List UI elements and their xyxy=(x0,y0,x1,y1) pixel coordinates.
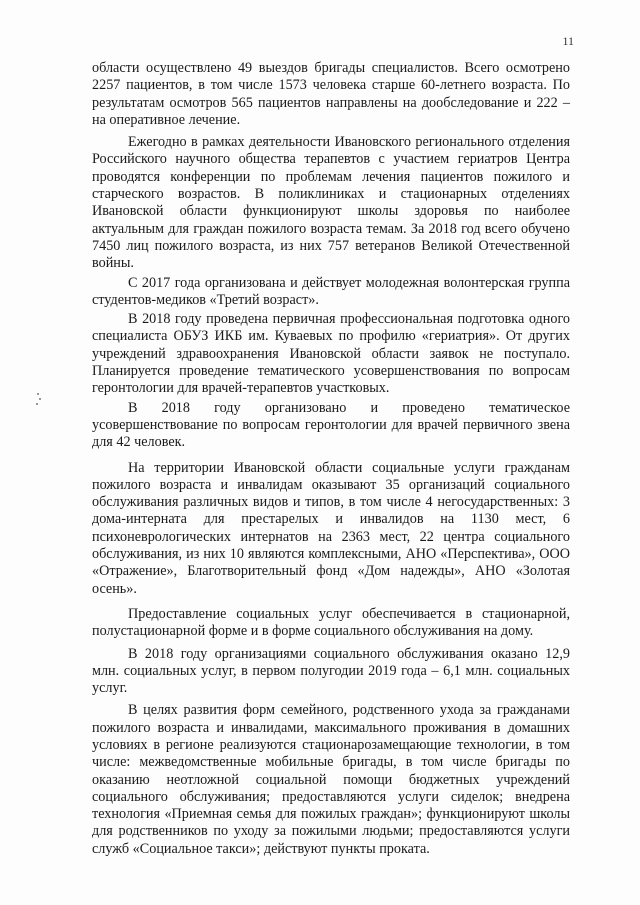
paragraph-service-forms: Предоставление социальных услуг обеспечивается в стационарной, полустационарной форме и в форме социального обслуживания на дому. xyxy=(92,605,570,640)
paragraph-family-care: В целях развития форм семейного, родственного ухода за гражданами пожилого возраста и инвалидами, максимального проживания в домашних условиях в регионе реализуются стационарозамещающие технологии, в том числе: межведомственные мобильные бригады, в том числе бригады по оказанию неотложной социальной помощи бюджетных учреждений социального обслуживания; предоставляются услуги сиделок; внедрена технология «Приемная семья для пожилых граждан»; функционируют школы для родственников по уходу за пожилыми людьми; предоставляются услуги служб «Социальное такси»; действуют пункты проката. xyxy=(92,702,570,857)
margin-scan-mark xyxy=(36,393,42,407)
paragraph-gerontology: В 2018 году организовано и проведено тематическое усовершенствование по вопросам геронтологии для врачей первичного звена для 42 человек. xyxy=(92,399,570,451)
paragraph-service-volume: В 2018 году организациями социального обслуживания оказано 12,9 млн. социальных услуг, в первом полугодии 2019 года – 6,1 млн. социальных услуг. xyxy=(92,645,570,697)
paragraph-conferences: Ежегодно в рамках деятельности Ивановского регионального отделения Российского научного общества терапевтов с участием гериатров Центра проводятся конференции по проблемам лечения пациентов пожилого и старческого возрастов. В поликлиниках и стационарных отделениях Ивановской области функционируют школы здоровья по наиболее актуальным для граждан пожилого возраста темам. За 2018 год всего обучено 7450 лиц пожилого возраста, из них 757 ветеранов Великой Отечественной войны. xyxy=(92,134,570,272)
paragraph-volunteers: С 2017 года организована и действует молодежная волонтерская группа студентов-медиков «Третий возраст». xyxy=(92,274,570,308)
document-body xyxy=(92,60,570,858)
paragraph-training: В 2018 году проведена первичная профессиональная подготовка одного специалиста ОБУЗ ИКБ им. Куваевых по профилю «гериатрия». От других учреждений здравоохранения Ивановской области заявок не поступало. Планируется проведение тематического усовершенствования по вопросам геронтологии для врачей-терапевтов участковых. xyxy=(92,311,570,397)
page-number: 11 xyxy=(562,34,574,48)
paragraph-social-services: На территории Ивановской области социальные услуги гражданам пожилого возраста и инвалидам оказывают 35 организаций социального обслуживания различных видов и типов, в том числе 4 негосударственных: 3 дома-интерната для престарелых и инвалидов на 1130 мест, 6 психоневрологических интернатов на 2363 мест, 22 центра социального обслуживания, из них 10 являются комплексными, АНО «Перспектива», ООО «Отражение», Благотворительный фонд «Дом надежды», АНО «Золотая осень». xyxy=(92,459,570,597)
paragraph-continuation: области осуществлено 49 выездов бригады специалистов. Всего осмотрено 2257 пациентов, в том числе 1573 человека старше 60-летнего возраста. По результатам осмотров 565 пациентов направлены на дообследование и 222 – на оперативное лечение. xyxy=(92,60,570,128)
